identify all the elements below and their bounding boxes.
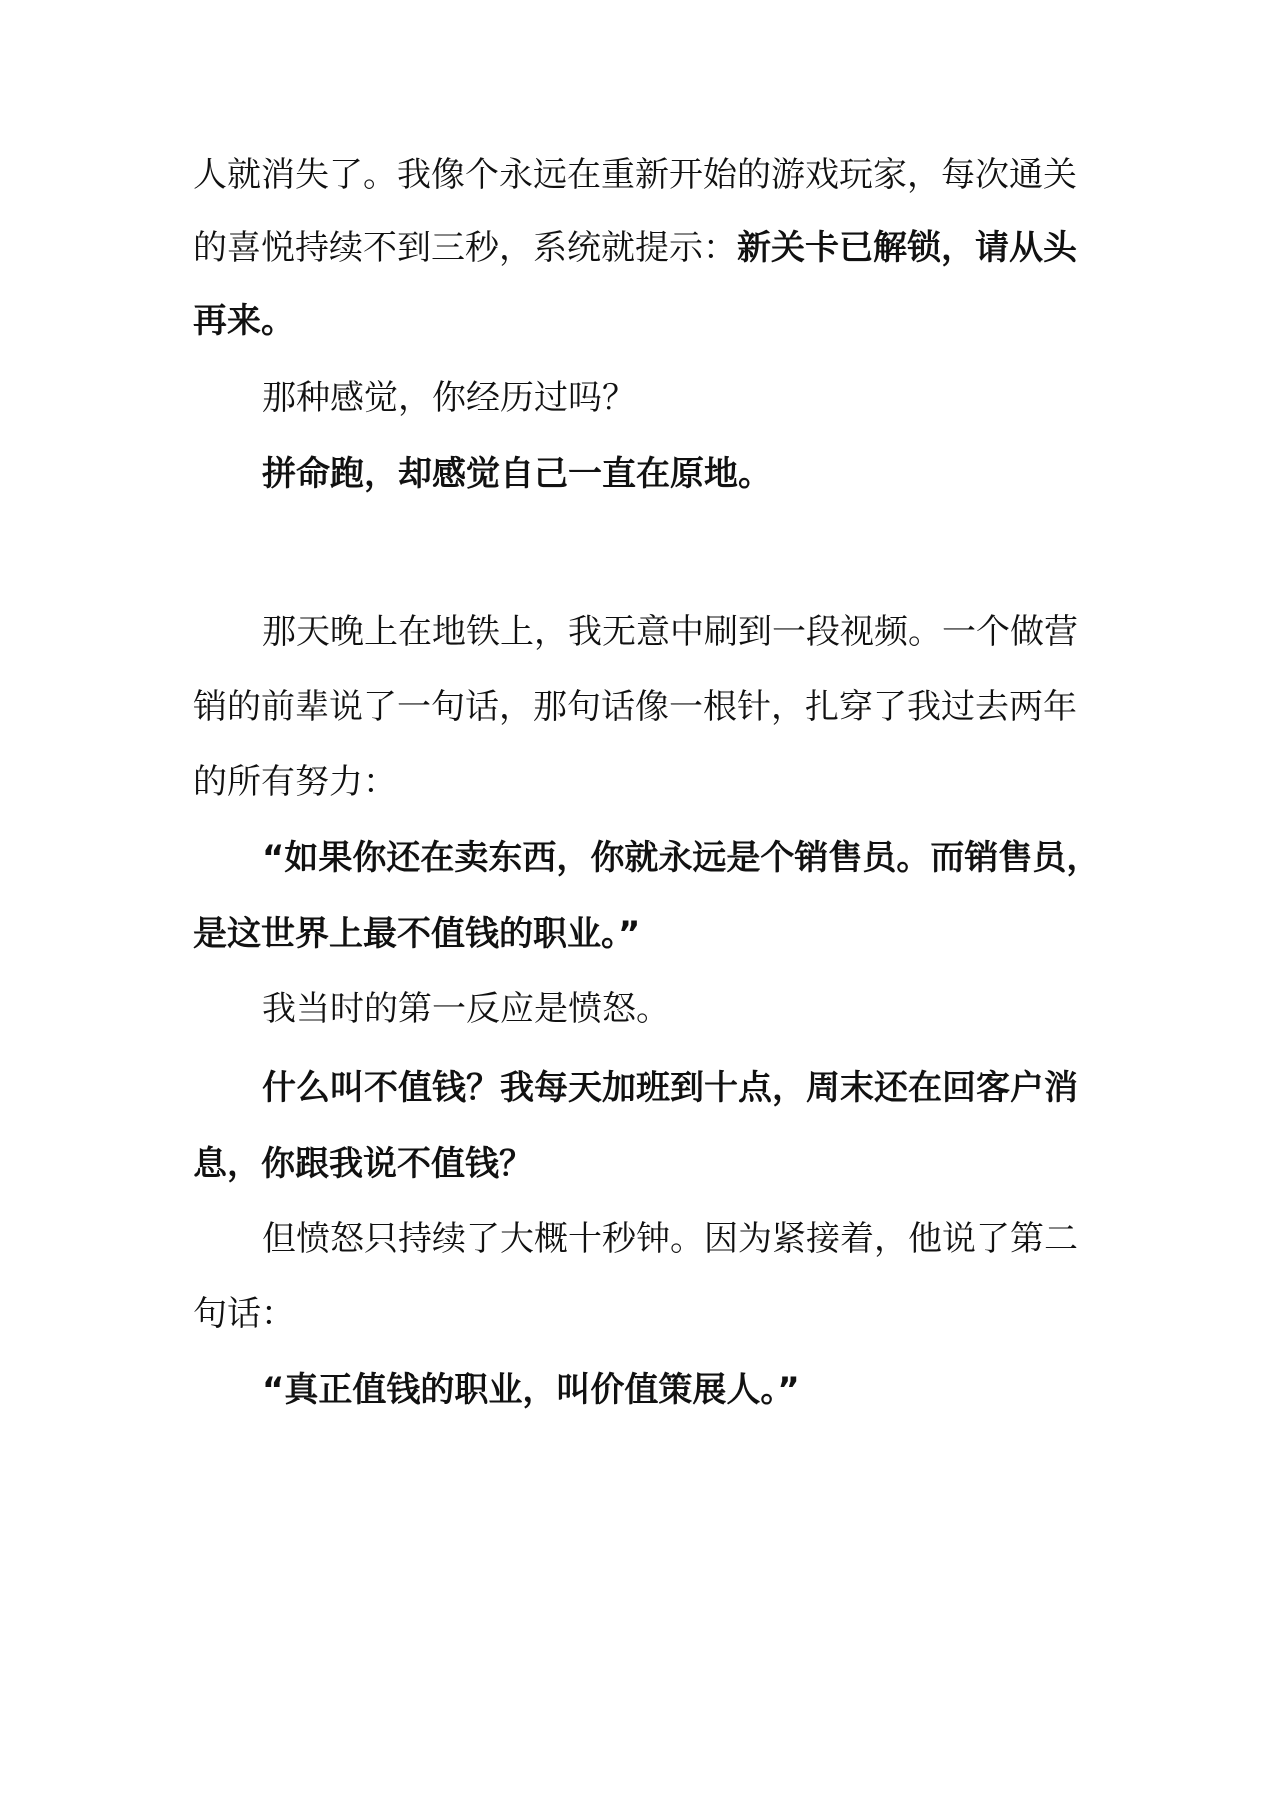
- paragraph-1-line-1: 人就消失了。我像个永远在重新开始的游戏玩家，每次通关: [193, 155, 1077, 195]
- paragraph-8-line-2: 句话：: [193, 1294, 295, 1334]
- paragraph-7-line-2: 息，你跟我说不值钱？: [193, 1144, 533, 1184]
- paragraph-7-line-1: 什么叫不值钱？我每天加班到十点，周末还在回客户消: [262, 1068, 1078, 1108]
- paragraph-4-line-3: 的所有努力：: [193, 762, 397, 802]
- paragraph-3: 拼命跑，却感觉自己一直在原地。: [262, 454, 772, 494]
- paragraph-1-line-2-text: 的喜悦持续不到三秒，系统就提示：: [193, 228, 737, 268]
- paragraph-5-line-2: 是这世界上最不值钱的职业。”: [193, 914, 641, 954]
- paragraph-9: “真正值钱的职业，叫价值策展人。”: [262, 1370, 800, 1410]
- paragraph-5-line-1: “如果你还在卖东西，你就永远是个销售员。而销售员，: [262, 838, 1101, 878]
- paragraph-4-line-1: 那天晚上在地铁上，我无意中刷到一段视频。一个做营: [262, 612, 1078, 652]
- paragraph-4-line-2: 销的前辈说了一句话，那句话像一根针，扎穿了我过去两年: [193, 687, 1077, 727]
- paragraph-2: 那种感觉，你经历过吗？: [262, 378, 636, 418]
- paragraph-1-emphasis: 新关卡已解锁，请从头: [737, 228, 1077, 268]
- paragraph-8-line-1: 但愤怒只持续了大概十秒钟。因为紧接着，他说了第二: [262, 1219, 1078, 1259]
- paragraph-1-line-3: 再来。: [193, 301, 295, 341]
- paragraph-1-line-2: [193, 228, 1077, 268]
- paragraph-6: 我当时的第一反应是愤怒。: [262, 989, 670, 1029]
